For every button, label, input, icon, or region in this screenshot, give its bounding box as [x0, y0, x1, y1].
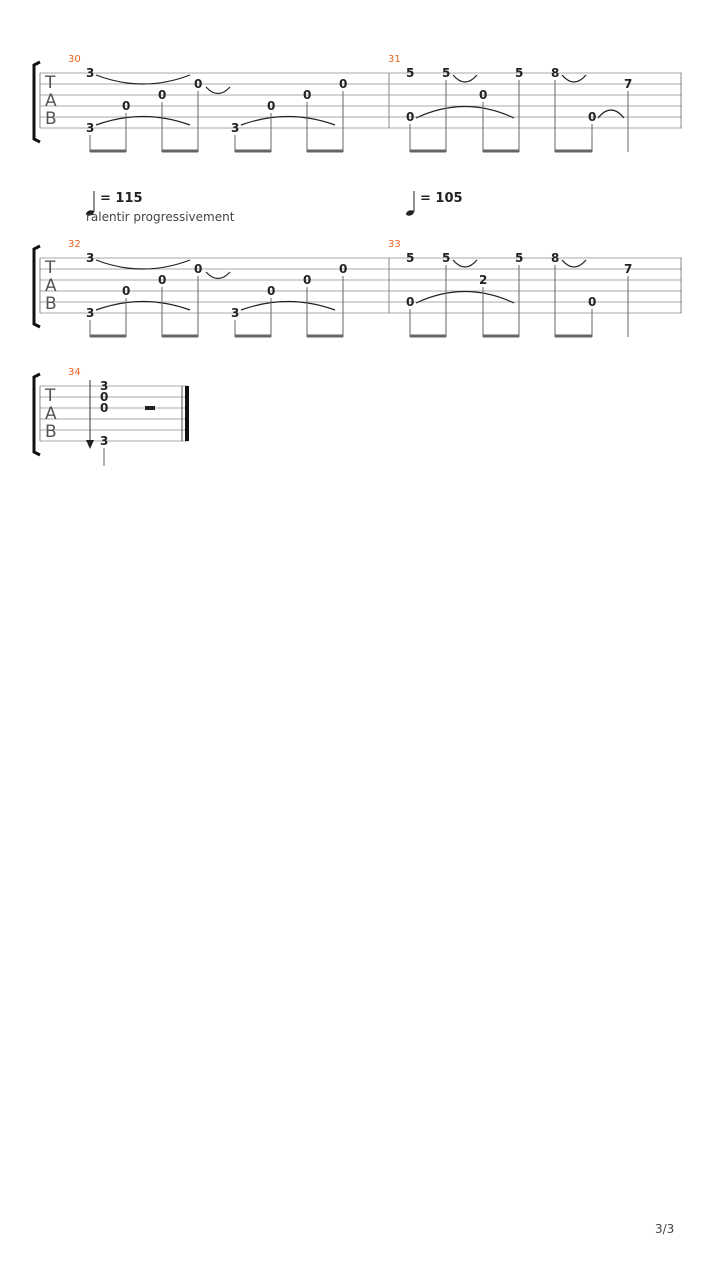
half-rest-icon: [145, 406, 155, 410]
fret-number: 3: [86, 251, 95, 265]
fret-number: 8: [551, 66, 560, 80]
tab-system-1: [34, 54, 682, 152]
tab-clef-b: B: [45, 422, 57, 442]
fret-number: 3: [231, 121, 240, 135]
fret-number: 7: [624, 262, 633, 276]
fret-number: 0: [100, 390, 109, 404]
fret-number: 8: [551, 251, 560, 265]
fret-number: 7: [624, 77, 633, 91]
tab-system-3: [34, 367, 188, 466]
tab-clef-t: T: [45, 386, 56, 406]
fret-number: 3: [231, 306, 240, 320]
measure-33: [406, 251, 632, 337]
fret-number: 3: [86, 306, 95, 320]
tab-clef-t: T: [45, 258, 56, 278]
fret-number: 0: [122, 99, 131, 113]
measure-number: 32: [68, 239, 81, 250]
fret-number: 0: [479, 88, 488, 102]
fret-number: 0: [303, 273, 312, 287]
tab-clef-a: A: [45, 276, 57, 296]
fret-number: 0: [158, 88, 167, 102]
measure-32: [86, 251, 347, 337]
fret-number: 0: [194, 77, 203, 91]
fret-number: 0: [406, 110, 415, 124]
fret-number: 5: [406, 251, 415, 265]
fret-number: 5: [442, 251, 451, 265]
tempo-annotation: ralentir progressivement: [86, 210, 235, 224]
fret-number: 0: [100, 401, 109, 415]
measure-number: 30: [68, 54, 81, 65]
tempo-mark-105: [406, 191, 463, 216]
fret-number: 3: [100, 434, 109, 448]
system-bracket: [34, 374, 40, 455]
barlines: [40, 258, 681, 313]
tab-system-2: [34, 239, 682, 337]
fret-number: 0: [194, 262, 203, 276]
measure-30: [86, 66, 347, 152]
barlines: [40, 73, 681, 128]
system-bracket: [34, 62, 40, 142]
staff-lines: [40, 73, 682, 128]
fret-number: 0: [588, 110, 597, 124]
fret-number: 0: [406, 295, 415, 309]
fret-number: 0: [588, 295, 597, 309]
fret-number: 0: [158, 273, 167, 287]
tab-clef-t: T: [45, 73, 56, 93]
tempo-value: = 105: [420, 191, 463, 206]
fret-number: 0: [267, 99, 276, 113]
fret-number: 3: [100, 379, 109, 393]
page-number: 3/3: [655, 1222, 675, 1236]
staff-lines: [40, 258, 682, 313]
system-bracket: [34, 246, 40, 327]
tab-clef-a: A: [45, 91, 57, 111]
tempo-value: = 115: [100, 191, 143, 206]
measure-31: [406, 66, 632, 152]
measure-number: 31: [388, 54, 401, 65]
fret-number: 5: [442, 66, 451, 80]
fret-number: 3: [86, 121, 95, 135]
staff-lines: [40, 386, 188, 441]
fret-number: 0: [267, 284, 276, 298]
measure-number: 34: [68, 367, 81, 378]
ties: [416, 260, 586, 303]
quarter-note-icon: [406, 210, 414, 215]
measure-34: [86, 379, 155, 466]
fret-number: 5: [406, 66, 415, 80]
tab-clef-b: B: [45, 294, 57, 314]
tab-clef-b: B: [45, 109, 57, 129]
measure-number: 33: [388, 239, 401, 250]
fret-number: 0: [339, 262, 348, 276]
fret-number: 3: [86, 66, 95, 80]
fret-number: 0: [303, 88, 312, 102]
strum-down-arrow-icon: [86, 440, 94, 449]
fret-number: 2: [479, 273, 488, 287]
tab-clef-a: A: [45, 404, 57, 424]
fret-number: 5: [515, 66, 524, 80]
tempo-mark-115: [86, 191, 235, 224]
fret-number: 0: [122, 284, 131, 298]
fret-number: 0: [339, 77, 348, 91]
fret-number: 5: [515, 251, 524, 265]
